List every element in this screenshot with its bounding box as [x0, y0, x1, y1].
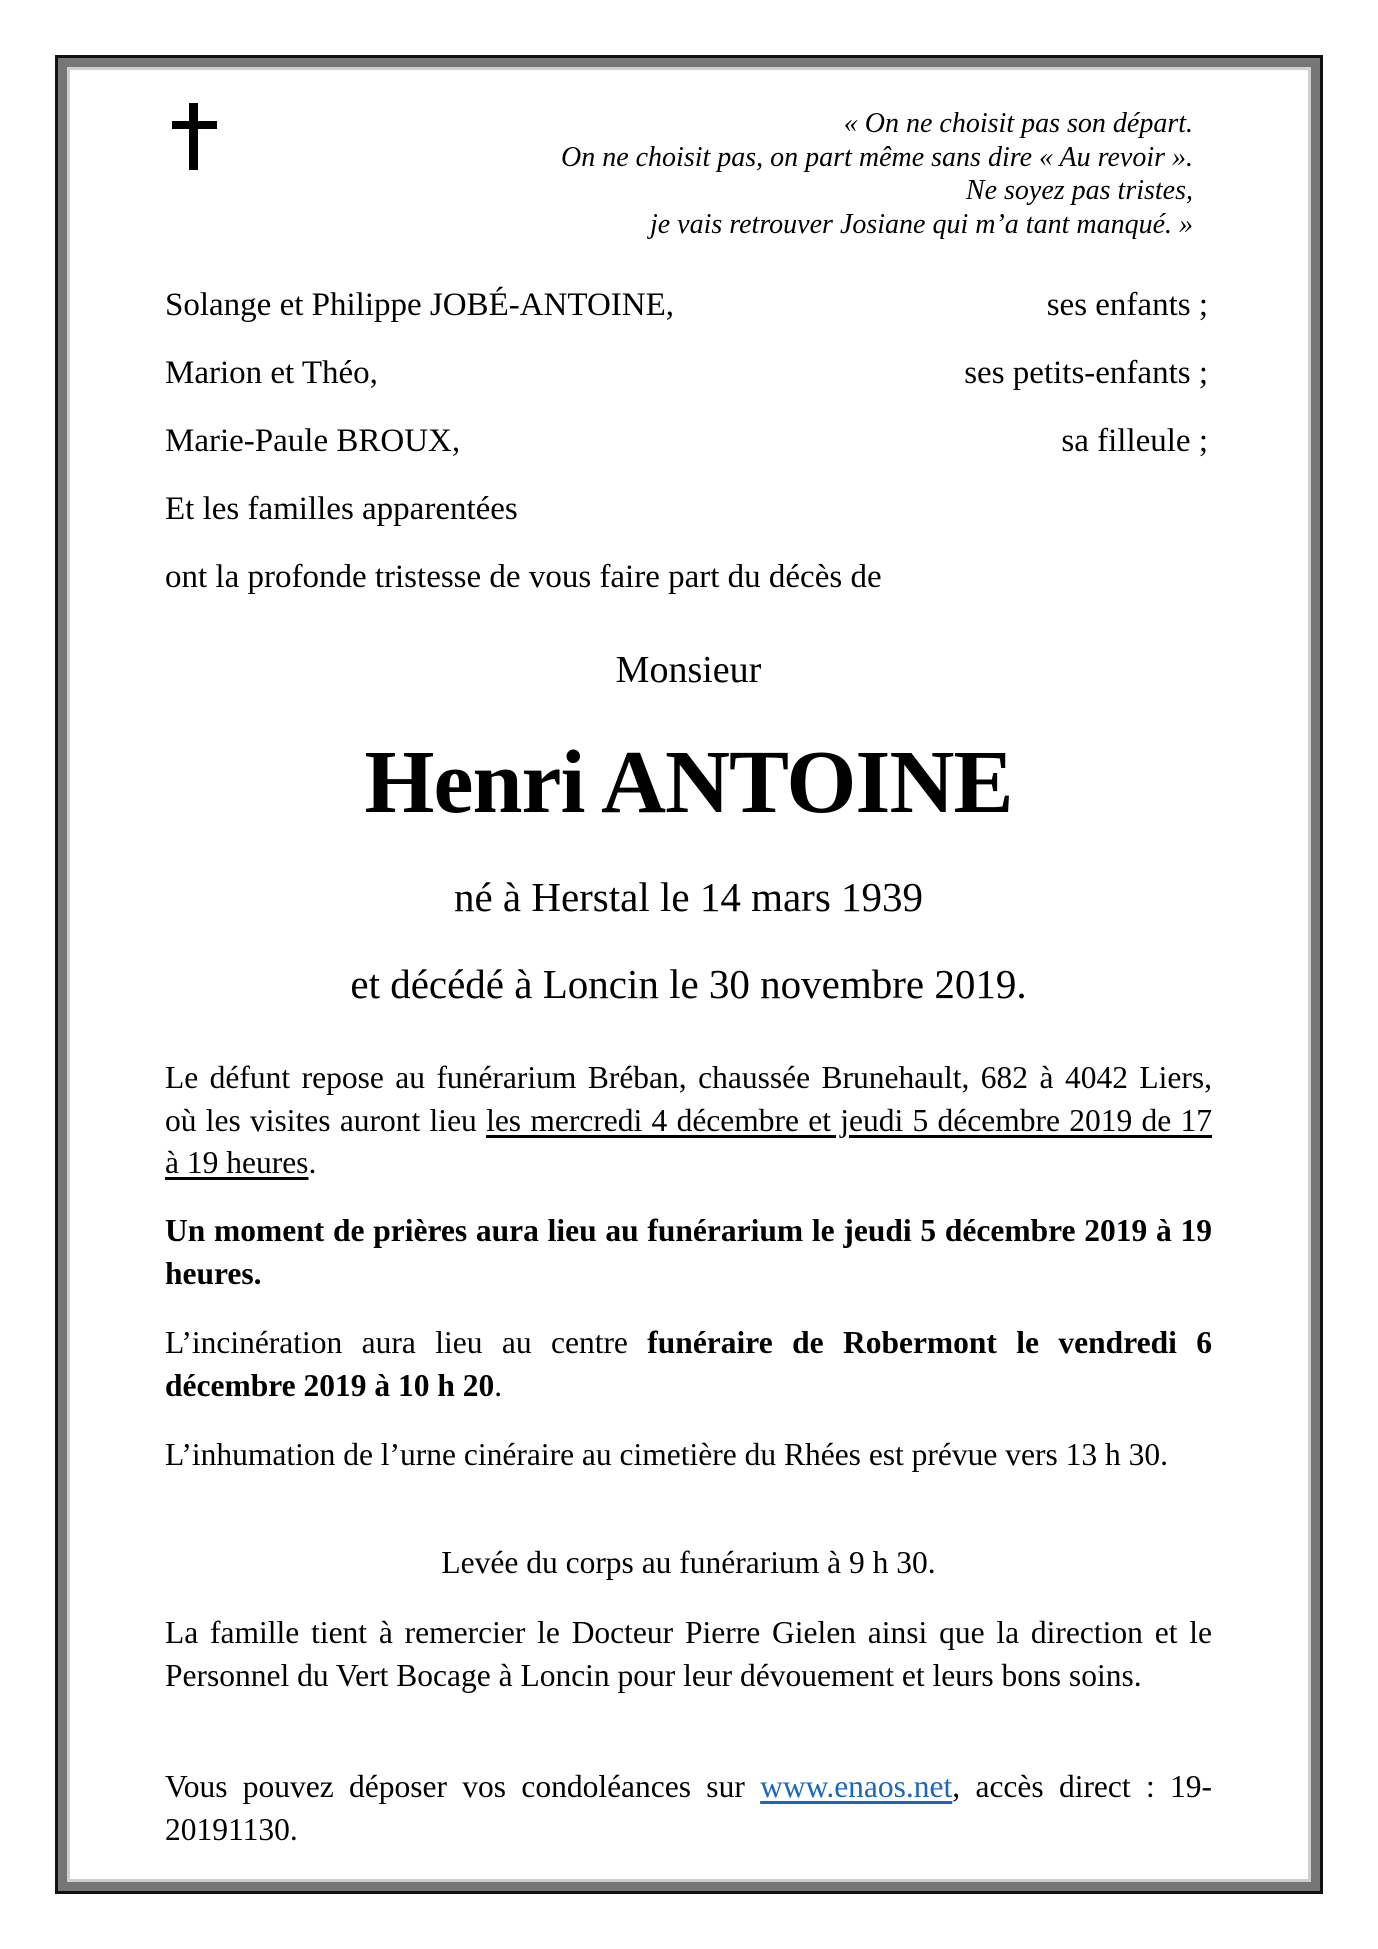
- cross-horizontal-bar: [172, 121, 217, 129]
- family-relation: sa filleule ;: [1061, 423, 1208, 459]
- family-names: Marie-Paule BROUX,: [165, 423, 461, 459]
- incineration-text: L’incinération aura lieu au centre: [165, 1325, 648, 1360]
- condolences-text: Vous pouvez déposer vos condoléances sur: [165, 1769, 761, 1804]
- incineration-paragraph: [165, 1322, 1212, 1407]
- family-relation: ses petits-enfants ;: [964, 355, 1208, 391]
- quote-line: je vais retrouver Josiane qui m’a tant manqué. »: [649, 208, 1193, 240]
- family-row: [165, 285, 1208, 325]
- prayers-paragraph: Un moment de prières aura lieu au funérarium le jeudi 5 décembre 2019 à 19 heures.: [165, 1213, 1212, 1291]
- incineration-end: .: [494, 1367, 503, 1403]
- visit-dates-underlined: les mercredi 4 décembre et jeudi 5 décembre 2019 de 17 à 19 heures: [165, 1102, 1213, 1180]
- deceased-name: Henri ANTOINE: [364, 733, 1013, 832]
- enaos-link[interactable]: www.enaos.net: [760, 1769, 953, 1804]
- family-names: Marion et Théo,: [165, 355, 378, 391]
- family-extra: Et les familles apparentées: [165, 491, 518, 527]
- epigraph-quote: [561, 107, 1193, 241]
- birth-line: né à Herstal le 14 mars 1939: [453, 874, 924, 920]
- quote-line: Ne soyez pas tristes,: [965, 175, 1193, 206]
- cross-vertical-bar: [189, 103, 198, 170]
- thanks-paragraph: La famille tient à remercier le Docteur Pierre Gielen ainsi que la direction et le Personnel du Vert Bocage à Loncin pour leur dévouement et leurs bons soins.: [165, 1615, 1212, 1693]
- inhumation-paragraph: L’inhumation de l’urne cinéraire au cimetière du Rhées est prévue vers 13 h 30.: [165, 1437, 1168, 1472]
- deceased-title: Monsieur: [615, 649, 762, 691]
- latin-cross-icon: [172, 103, 217, 170]
- levee-line: Levée du corps au funérarium à 9 h 30.: [441, 1545, 936, 1580]
- family-names: Solange et Philippe JOBÉ-ANTOINE,: [165, 287, 675, 323]
- announcement-text: ont la profonde tristesse de vous faire part du décès de: [165, 559, 882, 595]
- family-row: [165, 353, 1208, 393]
- repose-paragraph: [165, 1057, 1212, 1185]
- repose-end: .: [308, 1145, 317, 1180]
- family-relation: ses enfants ;: [1046, 287, 1208, 323]
- condolences-end: , accès direct : 19-20191130.: [165, 1769, 1212, 1847]
- quote-line: « On ne choisit pas son départ.: [843, 108, 1193, 139]
- condolences-paragraph: [165, 1766, 1212, 1851]
- family-row: [165, 421, 1208, 461]
- repose-text: Le défunt repose au funérarium Bréban, chaussée Brunehault, 682 à 4042 Liers, où les visites auront lieu: [165, 1060, 1212, 1138]
- death-line: et décédé à Loncin le 30 novembre 2019.: [350, 961, 1027, 1007]
- incineration-bold: funéraire de Robermont le vendredi 6 décembre 2019 à 10 h 20: [165, 1325, 1212, 1403]
- quote-line: On ne choisit pas, on part même sans dire « Au revoir ».: [560, 141, 1193, 173]
